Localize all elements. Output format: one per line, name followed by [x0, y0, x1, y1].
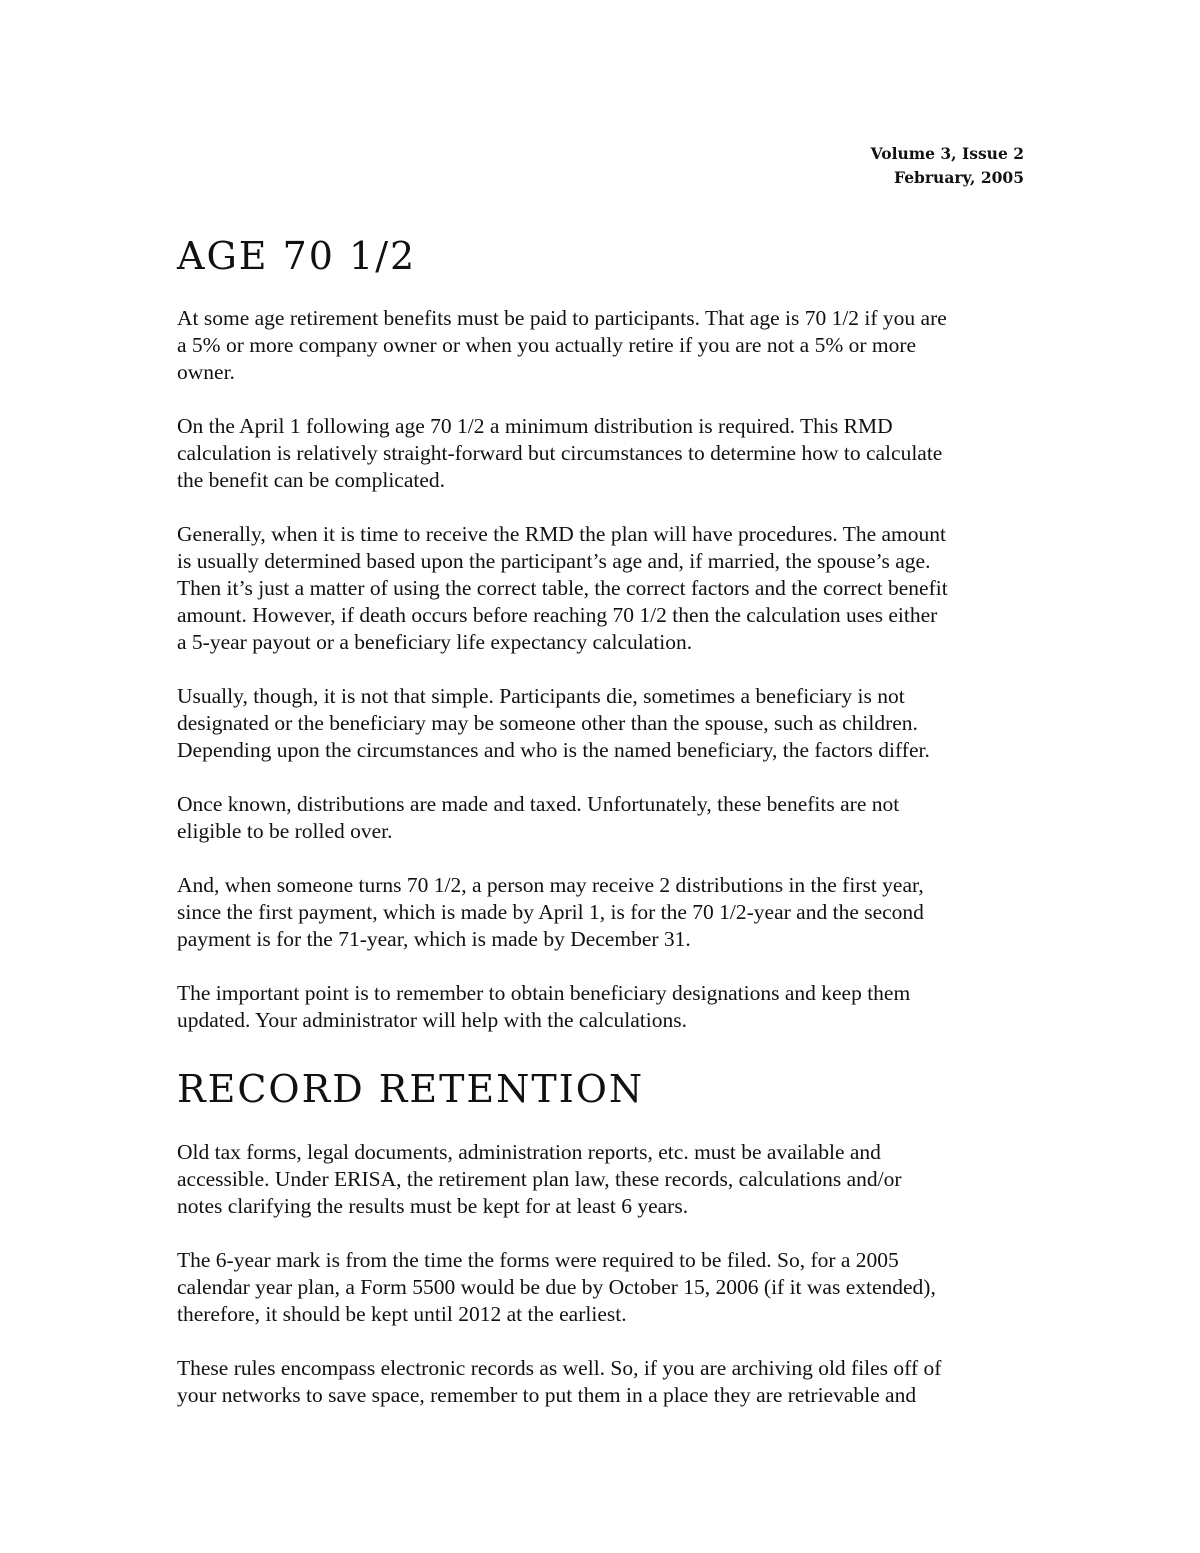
volume-issue: Volume 3, Issue 2	[870, 144, 1024, 163]
text-line: And, when someone turns 70 1/2, a person may receive 2 distributions in the first year,	[177, 873, 924, 897]
text-line: Then it’s just a matter of using the correct table, the correct factors and the correct benefit	[177, 576, 948, 600]
paragraph	[177, 1247, 1037, 1328]
text-line: a 5% or more company owner or when you actually retire if you are not a 5% or more	[177, 333, 917, 357]
text-line: your networks to save space, remember to put them in a place they are retrievable and	[177, 1383, 917, 1407]
text-line: updated. Your administrator will help with the calculations.	[177, 1008, 687, 1032]
text-line: Generally, when it is time to receive the RMD the plan will have procedures. The amount	[177, 522, 946, 546]
text-line: eligible to be rolled over.	[177, 819, 393, 843]
paragraph	[177, 791, 1037, 845]
text-line: therefore, it should be kept until 2012 at the earliest.	[177, 1302, 627, 1326]
issue-date: February, 2005	[894, 168, 1024, 187]
text-line: payment is for the 71-year, which is made by December 31.	[177, 927, 691, 951]
text-line: designated or the beneficiary may be someone other than the spouse, such as children.	[177, 711, 918, 735]
text-line: amount. However, if death occurs before reaching 70 1/2 then the calculation uses either	[177, 603, 938, 627]
masthead	[871, 142, 1024, 190]
article-body	[177, 228, 1037, 1409]
text-line: Old tax forms, legal documents, administration reports, etc. must be available and	[177, 1140, 881, 1164]
section-heading-age: AGE 70 1/2	[177, 234, 417, 278]
paragraph	[177, 1355, 1037, 1409]
section-heading-record-retention: RECORD RETENTION	[177, 1067, 645, 1111]
text-line: These rules encompass electronic records as well. So, if you are archiving old files off of	[177, 1356, 942, 1380]
text-line: The important point is to remember to obtain beneficiary designations and keep them	[177, 981, 911, 1005]
text-line: owner.	[177, 360, 235, 384]
text-line: is usually determined based upon the participant’s age and, if married, the spouse’s age.	[177, 549, 931, 573]
paragraph	[177, 521, 1037, 656]
text-line: a 5-year payout or a beneficiary life expectancy calculation.	[177, 630, 693, 654]
text-line: Depending upon the circumstances and who is the named beneficiary, the factors differ.	[177, 738, 930, 762]
paragraph	[177, 1139, 1037, 1220]
paragraph	[177, 305, 1037, 386]
text-line: calendar year plan, a Form 5500 would be due by October 15, 2006 (if it was extended),	[177, 1275, 936, 1299]
paragraph	[177, 980, 1037, 1034]
text-line: the benefit can be complicated.	[177, 468, 446, 492]
paragraph	[177, 413, 1037, 494]
text-line: since the first payment, which is made by April 1, is for the 70 1/2-year and the second	[177, 900, 924, 924]
text-line: At some age retirement benefits must be paid to participants. That age is 70 1/2 if you are	[177, 306, 947, 330]
text-line: calculation is relatively straight-forward but circumstances to determine how to calculate	[177, 441, 943, 465]
paragraph	[177, 872, 1037, 953]
text-line: accessible. Under ERISA, the retirement plan law, these records, calculations and/or	[177, 1167, 902, 1191]
paragraph	[177, 683, 1037, 764]
text-line: On the April 1 following age 70 1/2 a minimum distribution is required. This RMD	[177, 414, 893, 438]
text-line: Once known, distributions are made and taxed. Unfortunately, these benefits are not	[177, 792, 900, 816]
text-line: notes clarifying the results must be kept for at least 6 years.	[177, 1194, 689, 1218]
text-line: The 6-year mark is from the time the forms were required to be filed. So, for a 2005	[177, 1248, 899, 1272]
text-line: Usually, though, it is not that simple. Participants die, sometimes a beneficiary is not	[177, 684, 905, 708]
